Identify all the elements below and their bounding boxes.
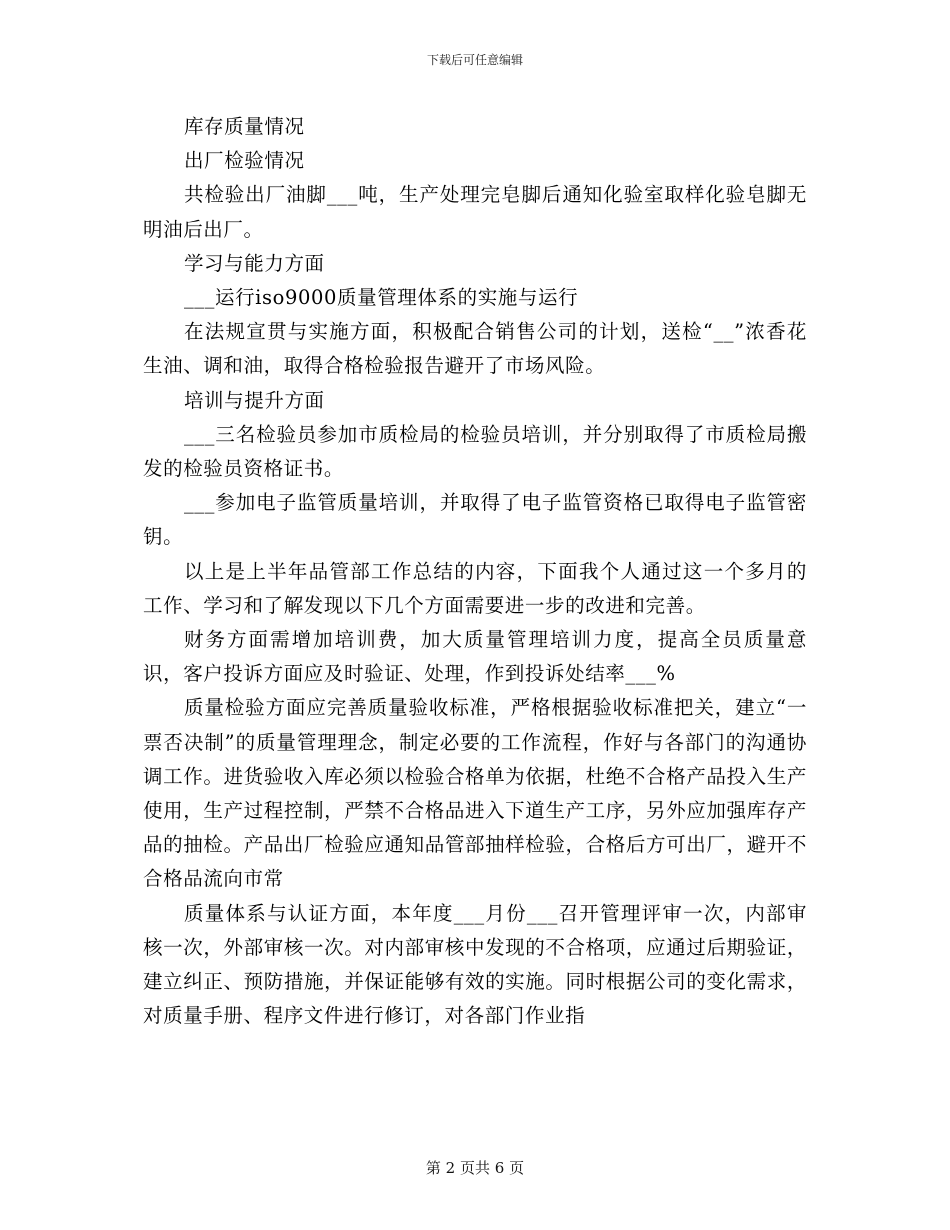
paragraph: ___参加电子监管质量培训，并取得了电子监管资格已取得电子监管密钥。 [143,491,807,549]
paragraph: 以上是上半年品管部工作总结的内容，下面我个人通过这一个多月的工作、学习和了解发现以下几个方面需要进一步的改进和完善。 [143,559,807,617]
paragraph: 培训与提升方面 [183,388,325,412]
paragraph: 共检验出厂油脚___吨，生产处理完皂脚后通知化验室取样化验皂脚无明油后出厂。 [143,183,807,241]
paragraph: 质量体系与认证方面，本年度___月份___召开管理评审一次，内部审核一次，外部审核一次。对内部审核中发现的不合格项，应通过后期验证，建立纠正、预防措施，并保证能够有效的实施。同时根据公司的变化需求，对质量手册、程序文件进行修订，对各部门作业指 [143,901,807,1028]
page-header: 下载后可任意编辑 [426,53,523,67]
paragraph: ___三名检验员参加市质检局的检验员培训，并分别取得了市质检局搬发的检验员资格证书。 [143,422,807,481]
paragraph: 财务方面需增加培训费，加大质量管理培训力度，提高全员质量意识，客户投诉方面应及时验证、处理，作到投诉处结率___% [143,628,807,686]
paragraph: 学习与能力方面 [183,251,325,275]
paragraph: 库存质量情况 [183,115,305,138]
page-number: 第 2 页共 6 页 [425,1159,525,1177]
paragraph: ___运行iso9000质量管理体系的实施与运行 [183,286,579,310]
paragraph: 质量检验方面应完善质量验收标准，严格根据验收标准把关，建立“一票否决制”的质量管理理念，制定必要的工作流程，作好与各部门的沟通协调工作。进货验收入库必须以检验合格单为依据，杜绝不合格产品投入生产使用，生产过程控制，严禁不合格品进入下道生产工序，另外应加强库存产品的抽检。产品出厂检验应通知品管部抽样检验，合格后方可出厂，避开不合格品流向市常 [143,696,807,891]
paragraph: 出厂检验情况 [183,149,305,173]
document-body [143,110,807,1033]
paragraph: 在法规宣贯与实施方面，积极配合销售公司的计划，送检“__”浓香花生油、调和油，取得合格检验报告避开了市场风险。 [143,320,807,378]
